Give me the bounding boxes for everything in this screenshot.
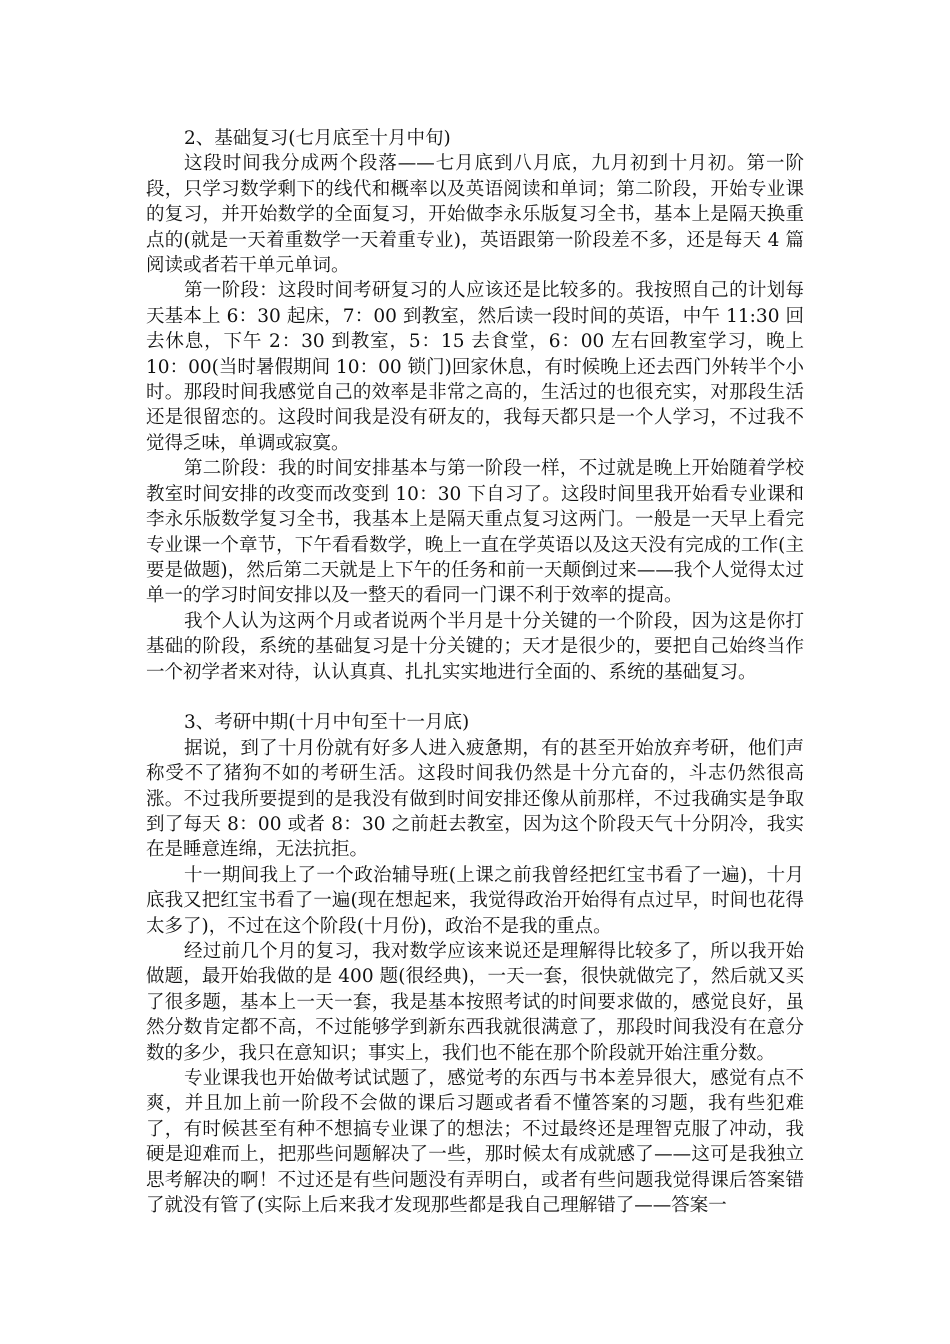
section-heading-mid-term: 3、考研中期(十月中旬至十一月底) (184, 712, 470, 734)
paragraph: 十一期间我上了一个政治辅导班(上课之前我曾经把红宝书看了一遍)，十月底我又把红宝书看了一遍(现在想起来，我觉得政治开始得有点过早，时间也花得太多了)，不过在这个阶段(十月份)，政治不是我的重点。 (146, 864, 804, 937)
paragraph: 第二阶段：我的时间安排基本与第一阶段一样，不过就是晚上开始随着学校教室时间安排的改变而改变到 10：30 下自习了。这段时间里我开始看专业课和李永乐版数学复习全书，我基本上是隔天重点复习这两门。一般是一天早上看完专业课一个章节，下午看看数学，晚上一直在学英语以及这天没有完成的工作(主要是做题)，然后第二天就是上下午的任务和前一天颠倒过来——我个人觉得太过单一的学习时间安排以及一整天的看同一门课不利于效率的提高。 (146, 458, 804, 607)
paragraph: 第一阶段：这段时间考研复习的人应该还是比较多的。我按照自己的计划每天基本上 6：30 起床，7：00 到教室，然后读一段时间的英语，中午 11:30 回去休息，下午 2：30 到教室，5：15 去食堂，6：00 左右回教室学习，晚上 10：00(当时暑假期间 10：00 锁门)回家休息，有时候晚上还去西门外转半个小时。那段时间我感觉自己的效率是非常之高的，生活过的也很充实，对那段生活还是很留恋的。这段时间我是没有研友的，我每天都只是一个人学习，不过我不觉得乏味，单调或寂寞。 (146, 280, 804, 454)
paragraph: 专业课我也开始做考试试题了，感觉考的东西与书本差异很大，感觉有点不爽，并且加上前一阶段不会做的课后习题或者看不懂答案的习题，我有些犯难了，有时候甚至有种不想搞专业课了的想法；不过最终还是理智克服了冲动，我硬是迎难而上，把那些问题解决了一些，那时候太有成就感了——这可是我独立思考解决的啊！不过还是有些问题没有弄明白，或者有些问题我觉得课后答案错了就没有管了(实际上后来我才发现那些都是我自己理解错了——答案一 (146, 1068, 804, 1217)
paragraph: 这段时间我分成两个段落——七月底到八月底，九月初到十月初。第一阶段，只学习数学剩下的线代和概率以及英语阅读和单词；第二阶段，开始专业课的复习，并开始数学的全面复习，开始做李永乐版复习全书，基本上是隔天换重点的(就是一天着重数学一天着重专业)，英语跟第一阶段差不多，还是每天 4 篇阅读或者若干单元单词。 (146, 153, 804, 277)
document-body (146, 126, 804, 1218)
paragraph: 我个人认为这两个月或者说两个半月是十分关键的一个阶段，因为这是你打基础的阶段，系统的基础复习是十分关键的；天才是很少的，要把自己始终当作一个初学者来对待，认认真真、扎扎实实地进行全面的、系统的基础复习。 (146, 610, 804, 683)
section-heading-basic-review: 2、基础复习(七月底至十月中旬) (184, 128, 451, 149)
paragraph: 经过前几个月的复习，我对数学应该来说还是理解得比较多了，所以我开始做题，最开始我做的是 400 题(很经典)，一天一套，很快就做完了，然后就又买了很多题，基本上一天一套，我是基本按照考试的时间要求做的，感觉良好，虽然分数肯定都不高，不过能够学到新东西我就很满意了，那段时间我没有在意分数的多少，我只在意知识；事实上，我们也不能在那个阶段就开始注重分数。 (146, 940, 804, 1064)
paragraph: 据说，到了十月份就有好多人进入疲惫期，有的甚至开始放弃考研，他们声称受不了猪狗不如的考研生活。这段时间我仍然是十分亢奋的，斗志仍然很高涨。不过我所要提到的是我没有做到时间安排还像从前那样，不过我确实是争取到了每天 8：00 或者 8：30 之前赶去教室，因为这个阶段天气十分阴冷，我实在是睡意连绵，无法抗拒。 (146, 737, 804, 861)
section-spacer (146, 685, 804, 710)
